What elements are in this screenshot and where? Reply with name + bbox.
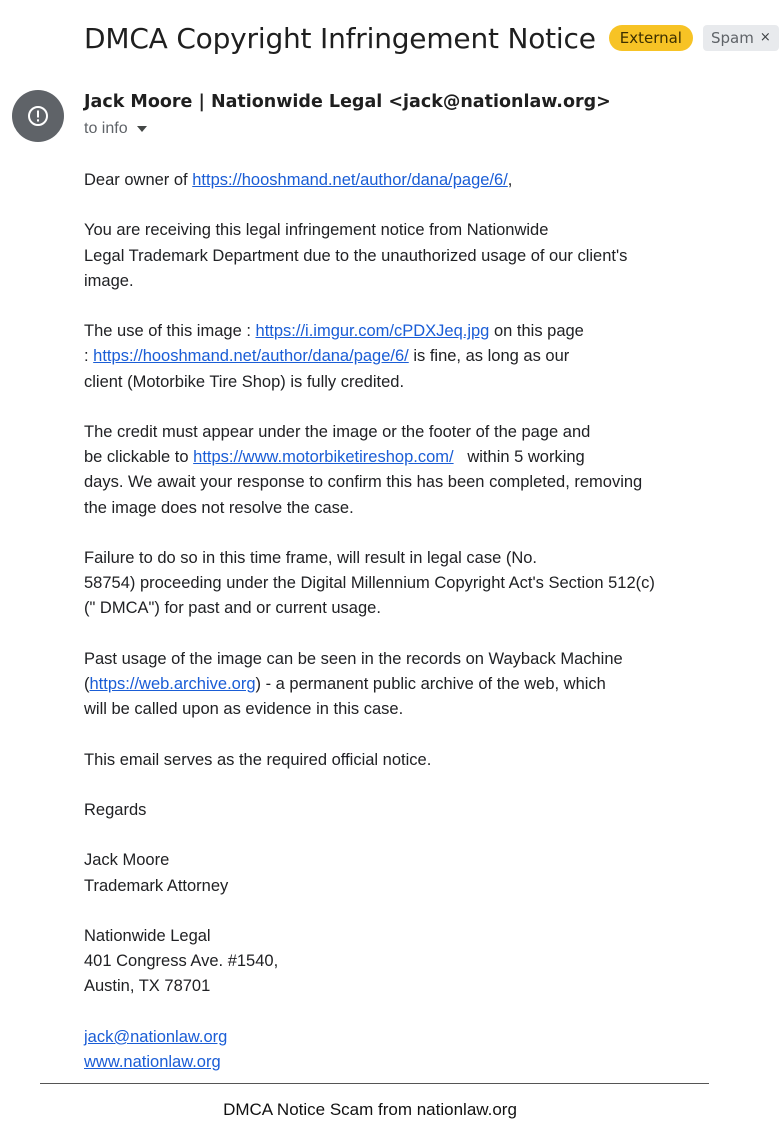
body-text: will be called upon as evidence in this case.	[84, 700, 404, 719]
body-paragraph	[84, 420, 684, 521]
body-text: Dear owner of	[84, 171, 193, 189]
image-link[interactable]: https://i.imgur.com/cPDXJeq.jpg	[255, 322, 490, 341]
body-text: ,	[507, 171, 513, 189]
body-text: Legal Trademark Department due to the unauthorized usage of our client's	[84, 246, 628, 265]
body-text: You are receiving this legal infringement notice from Nationwide	[84, 221, 549, 240]
body-text: Failure to do so in this time frame, will result in legal case (No.	[84, 548, 538, 567]
divider	[40, 1083, 709, 1084]
address-company: Nationwide Legal	[84, 926, 211, 945]
signature	[84, 848, 684, 898]
body-text: is fine, as long as our	[408, 347, 570, 366]
email-body	[84, 168, 684, 1100]
body-text: :	[84, 347, 94, 366]
body-text: The use of this image :	[84, 322, 256, 341]
recipient-label: to info	[84, 120, 128, 137]
body-paragraph	[84, 168, 684, 193]
shop-link[interactable]: https://www.motorbiketireshop.com/	[193, 448, 454, 467]
signature-name: Jack Moore	[84, 851, 170, 870]
body-text: the image does not resolve the case.	[84, 498, 354, 517]
body-text: client (Motorbike Tire Shop) is fully credited.	[84, 372, 405, 391]
body-text: (	[84, 674, 90, 693]
recipient-details-toggle[interactable]	[84, 120, 147, 138]
archive-link[interactable]: https://web.archive.org	[89, 674, 256, 693]
sender-avatar[interactable]	[12, 90, 64, 142]
body-text: The credit must appear under the image or the footer of the page and	[84, 422, 591, 441]
subject-row	[84, 18, 779, 58]
email-link[interactable]: jack@nationlaw.org	[84, 1027, 228, 1046]
spam-label	[703, 25, 779, 51]
sender-name: Jack Moore | Nationwide Legal <jack@nationlaw.org>	[84, 92, 611, 112]
signature-title: Trademark Attorney	[84, 876, 229, 895]
page-link[interactable]: https://hooshmand.net/author/dana/page/6/	[93, 347, 409, 366]
closing: Regards	[84, 800, 147, 819]
address	[84, 924, 684, 1000]
body-text: ) - a permanent public archive of the web, which	[255, 674, 606, 693]
external-badge: External	[609, 25, 693, 51]
body-text: (" DMCA") for past and or current usage.	[84, 599, 381, 618]
email-subject: DMCA Copyright Infringement Notice	[84, 21, 596, 55]
website-link[interactable]: www.nationlaw.org	[84, 1052, 221, 1071]
contacts	[84, 1025, 684, 1075]
caret-down-icon	[137, 126, 147, 132]
body-paragraph	[84, 218, 684, 294]
body-paragraph	[84, 647, 684, 723]
body-paragraph	[84, 546, 684, 622]
image-caption: DMCA Notice Scam from nationlaw.org	[223, 1100, 517, 1119]
body-text: Past usage of the image can be seen in the records on Wayback Machine	[84, 649, 623, 668]
alert-circle-icon	[26, 104, 50, 128]
body-text: be clickable to	[84, 448, 194, 467]
body-text: days. We await your response to confirm this has been completed, removing	[84, 473, 643, 492]
body-text: within 5 working	[453, 448, 585, 467]
body-text: on this page	[489, 322, 584, 341]
remove-spam-label-icon[interactable]: ×	[759, 30, 771, 45]
page-link[interactable]: https://hooshmand.net/author/dana/page/6/	[192, 171, 508, 189]
body-text: 58754) proceeding under the Digital Millennium Copyright Act's Section 512(c)	[84, 574, 655, 593]
address-city: Austin, TX 78701	[84, 977, 211, 996]
address-street: 401 Congress Ave. #1540,	[84, 952, 279, 971]
body-paragraph: This email serves as the required official notice.	[84, 750, 432, 769]
body-paragraph	[84, 319, 684, 395]
body-text: image.	[84, 271, 134, 290]
spam-label-text: Spam	[710, 29, 754, 47]
